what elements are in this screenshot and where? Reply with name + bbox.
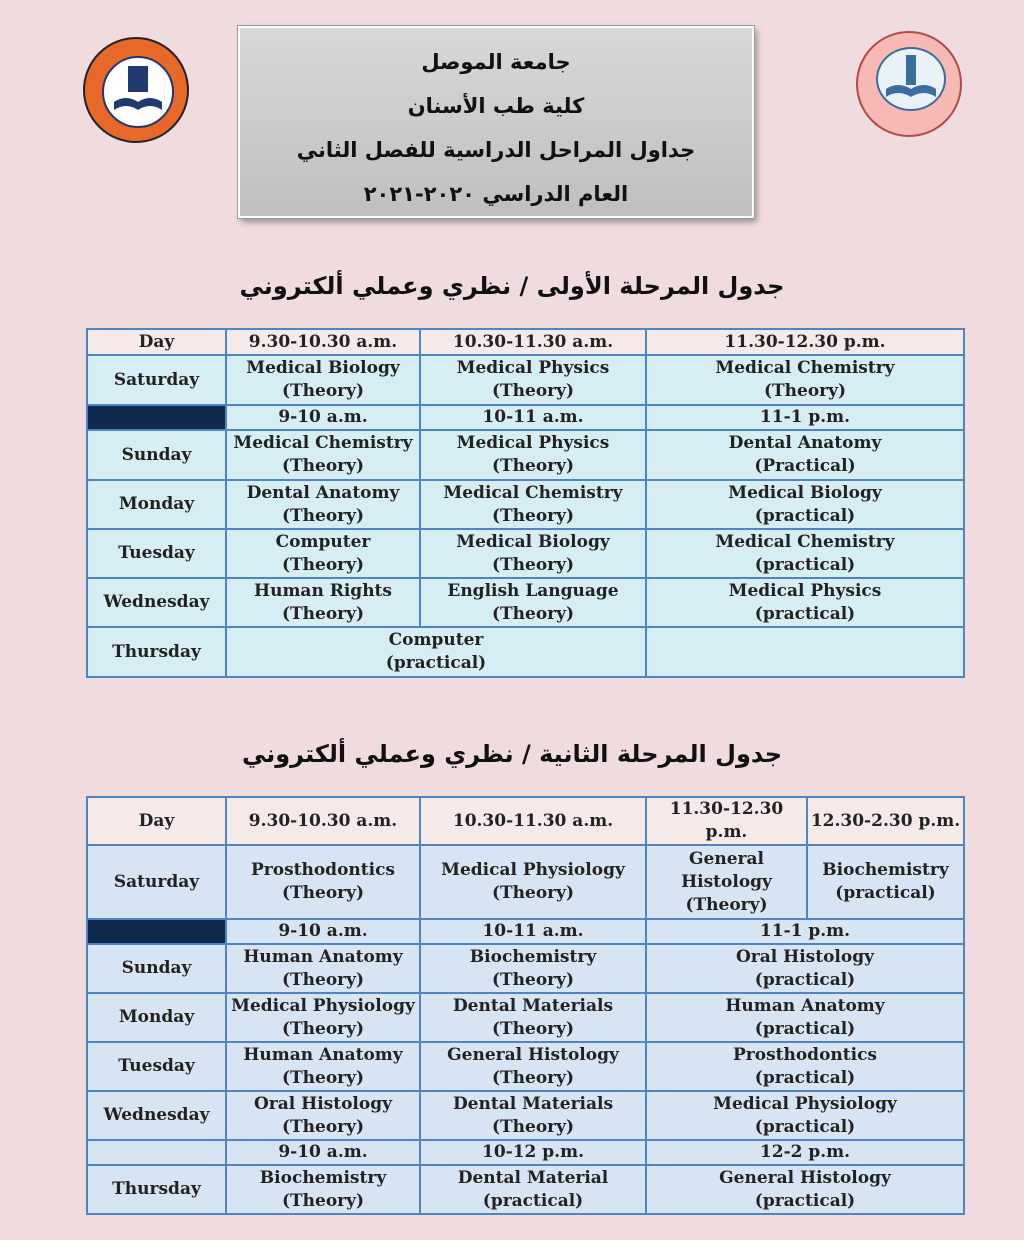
header-time: 11.30-12.30 p.m. <box>646 329 964 355</box>
table-header-row <box>87 329 964 355</box>
class-cell: Biochemistry (Theory) <box>226 1165 420 1214</box>
class-cell: Biochemistry (Theory) <box>420 944 646 993</box>
stage2-title: جدول المرحلة الثانية / نظري وعملي ألكتروني <box>241 740 783 768</box>
class-cell: Prosthodontics (practical) <box>646 1042 964 1091</box>
class-cell: Medical Biology (practical) <box>646 480 964 529</box>
class-cell: Dental Materials (Theory) <box>420 993 646 1042</box>
header-time: 12.30-2.30 p.m. <box>807 797 964 845</box>
header-time: 9.30-10.30 a.m. <box>226 797 420 845</box>
time-cell: 10-11 a.m. <box>420 919 646 944</box>
time-cell: 11-1 p.m. <box>646 405 964 430</box>
academic-year: العام الدراسي ٢٠٢٠-٢٠٢١ <box>363 182 629 206</box>
table-row <box>87 993 964 1042</box>
schedule-title: جداول المراحل الدراسية للفصل الثاني <box>296 138 696 162</box>
header-day: Day <box>87 797 226 845</box>
class-cell: Medical Biology (Theory) <box>420 529 646 578</box>
class-cell: Computer (Theory) <box>226 529 420 578</box>
class-cell: Human Anatomy (Theory) <box>226 1042 420 1091</box>
header-time: 10.30-11.30 a.m. <box>420 797 646 845</box>
class-cell: Human Rights (Theory) <box>226 578 420 627</box>
university-logo <box>83 37 189 143</box>
class-cell: Medical Physics (practical) <box>646 578 964 627</box>
header-time: 9.30-10.30 a.m. <box>226 329 420 355</box>
day-cell: Saturday <box>87 355 226 405</box>
class-cell: Medical Chemistry (Theory) <box>646 355 964 405</box>
university-name: جامعة الموصل <box>421 50 571 74</box>
class-cell: Medical Physiology (Theory) <box>420 845 646 919</box>
blank-dark-cell <box>87 919 226 944</box>
day-cell: Thursday <box>87 627 226 677</box>
time-cell: 9-10 a.m. <box>226 1140 420 1165</box>
time-cell: 11-1 p.m. <box>646 919 964 944</box>
blank-cell <box>87 1140 226 1165</box>
class-cell: Medical Chemistry (Theory) <box>226 430 420 480</box>
class-cell: Medical Physics (Theory) <box>420 355 646 405</box>
empty-cell <box>646 627 964 677</box>
time-cell: 10-12 p.m. <box>420 1140 646 1165</box>
stage1-table <box>86 328 965 678</box>
header-time: 10.30-11.30 a.m. <box>420 329 646 355</box>
table-row <box>87 430 964 480</box>
class-cell: General Histology (Theory) <box>420 1042 646 1091</box>
class-cell: Dental Material (practical) <box>420 1165 646 1214</box>
table-row <box>87 1091 964 1140</box>
class-cell: Computer (practical) <box>226 627 646 677</box>
time-cell: 12-2 p.m. <box>646 1140 964 1165</box>
time-row <box>87 919 964 944</box>
class-cell: Human Anatomy (practical) <box>646 993 964 1042</box>
class-cell: Dental Materials (Theory) <box>420 1091 646 1140</box>
day-cell: Wednesday <box>87 578 226 627</box>
class-cell: Dental Anatomy (Practical) <box>646 430 964 480</box>
class-cell: Prosthodontics (Theory) <box>226 845 420 919</box>
header-box <box>238 26 754 218</box>
class-cell: Oral Histology (Theory) <box>226 1091 420 1140</box>
stage2-table <box>86 796 965 1215</box>
day-cell: Sunday <box>87 944 226 993</box>
day-cell: Monday <box>87 480 226 529</box>
class-cell: Medical Chemistry (Theory) <box>420 480 646 529</box>
class-cell: English Language (Theory) <box>420 578 646 627</box>
class-cell: Dental Anatomy (Theory) <box>226 480 420 529</box>
table-row <box>87 845 964 919</box>
table-row <box>87 355 964 405</box>
class-cell: Medical Biology (Theory) <box>226 355 420 405</box>
day-cell: Sunday <box>87 430 226 480</box>
stage1-title: جدول المرحلة الأولى / نظري وعملي ألكتروني <box>239 272 785 300</box>
blank-dark-cell <box>87 405 226 430</box>
day-cell: Saturday <box>87 845 226 919</box>
day-cell: Wednesday <box>87 1091 226 1140</box>
table-row <box>87 480 964 529</box>
table-row <box>87 529 964 578</box>
time-cell: 9-10 a.m. <box>226 405 420 430</box>
table-row <box>87 1165 964 1214</box>
class-cell: Medical Physics (Theory) <box>420 430 646 480</box>
class-cell: Human Anatomy (Theory) <box>226 944 420 993</box>
header-day: Day <box>87 329 226 355</box>
header-time: 11.30-12.30 p.m. <box>646 797 807 845</box>
day-cell: Monday <box>87 993 226 1042</box>
class-cell: Medical Chemistry (practical) <box>646 529 964 578</box>
table-header-row <box>87 797 964 845</box>
class-cell: General Histology (practical) <box>646 1165 964 1214</box>
college-of-dentistry-logo <box>856 31 962 137</box>
class-cell: Medical Physiology (Theory) <box>226 993 420 1042</box>
class-cell: Oral Histology (practical) <box>646 944 964 993</box>
class-cell: Medical Physiology (practical) <box>646 1091 964 1140</box>
table-row <box>87 578 964 627</box>
class-cell: General Histology (Theory) <box>646 845 807 919</box>
day-cell: Tuesday <box>87 529 226 578</box>
table-row <box>87 627 964 677</box>
table-row <box>87 944 964 993</box>
time-cell: 10-11 a.m. <box>420 405 646 430</box>
class-cell: Biochemistry (practical) <box>807 845 964 919</box>
time-row <box>87 1140 964 1165</box>
day-cell: Thursday <box>87 1165 226 1214</box>
college-name: كلية طب الأسنان <box>407 94 585 118</box>
time-row <box>87 405 964 430</box>
time-cell: 9-10 a.m. <box>226 919 420 944</box>
table-row <box>87 1042 964 1091</box>
day-cell: Tuesday <box>87 1042 226 1091</box>
